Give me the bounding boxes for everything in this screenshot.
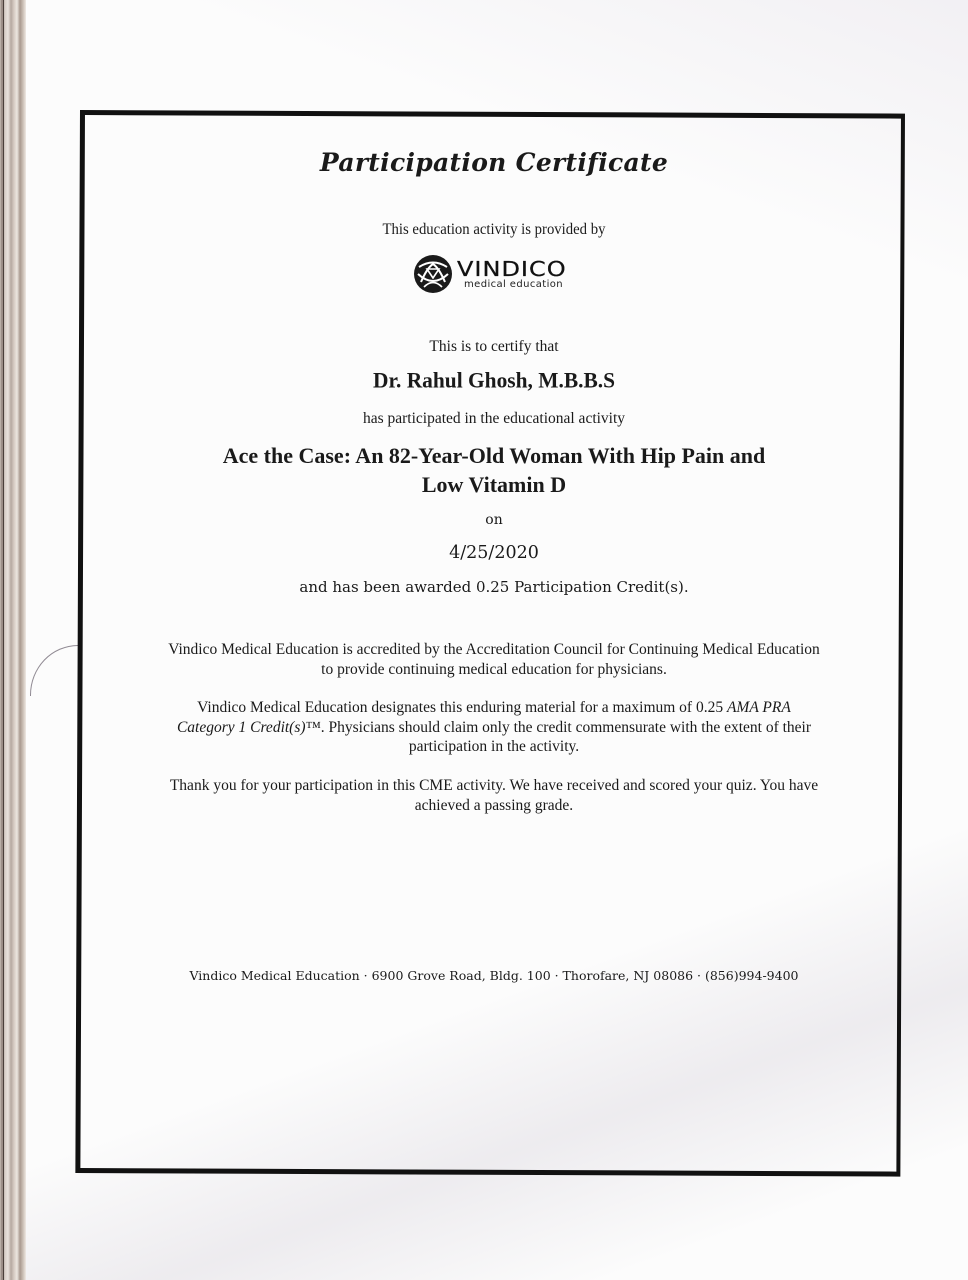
on-text: on <box>485 512 503 528</box>
designation-italic-1: AMA PRA <box>726 699 791 716</box>
thank-you-line-1: Thank you for your participation in this CME activity. We have received and scored your quiz. You have <box>169 777 819 794</box>
participated-text: has participated in the educational activity <box>362 410 626 427</box>
thank-you-paragraph <box>110 776 878 815</box>
designation-text-3: participation in the activity. <box>408 738 580 755</box>
designation-text-2: . Physicians should claim only the credit commensurate with the extent of their <box>320 718 812 736</box>
accreditation-paragraph <box>110 640 878 679</box>
recipient-name: Dr. Rahul Ghosh, M.B.B.S <box>372 367 616 393</box>
designation-text-1: Vindico Medical Education designates this enduring material for a maximum of 0.25 <box>197 699 727 716</box>
activity-title-line-1: Ace the Case: An 82-Year-Old Woman With Hip Pain and <box>222 443 766 468</box>
thank-you-line-2: achieved a passing grade. <box>414 796 574 814</box>
activity-title-line-2: Low Vitamin D <box>421 472 567 497</box>
logo-wordmark: VINDICO <box>457 257 567 281</box>
binder-edge <box>0 0 26 1280</box>
certify-text: This is to certify that <box>429 338 559 355</box>
designation-italic-2: Category 1 Credit(s)™ <box>176 718 321 736</box>
completion-date: 4/25/2020 <box>449 543 539 563</box>
credits-awarded-text: and has been awarded 0.25 Participation Credit(s). <box>299 578 689 596</box>
provider-logo <box>413 252 567 296</box>
provided-by-text: This education activity is provided by <box>382 221 606 238</box>
designation-paragraph <box>110 698 878 757</box>
footer-address: Vindico Medical Education · 6900 Grove Road, Bldg. 100 · Thorofare, NJ 08086 · (856)994-9400 <box>189 968 799 983</box>
certificate-title: Participation Certificate <box>319 148 669 177</box>
logo-tagline: medical education <box>464 279 564 290</box>
vindico-globe-logo-icon <box>413 254 453 294</box>
activity-title <box>0 441 968 499</box>
accreditation-line-2: to provide continuing medical education for physicians. <box>321 660 667 678</box>
accreditation-line-1: Vindico Medical Education is accredited by the Accreditation Council for Continuing Medical Education <box>168 641 820 658</box>
logo-text <box>457 258 567 290</box>
